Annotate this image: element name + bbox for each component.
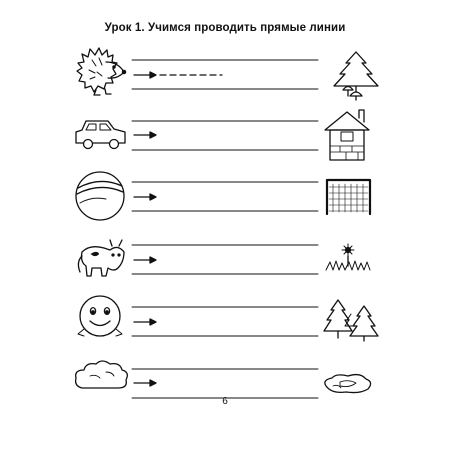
car-icon [76,121,125,149]
page-title: Урок 1. Учимся проводить прямые линии [104,22,346,34]
exercise-row-1 [77,48,378,100]
smiling-bun-icon [78,296,122,336]
fir-trees-icon [324,300,378,341]
exercise-row-3 [76,172,370,220]
exercise-row-4 [78,240,370,276]
guide-arrow [134,319,156,325]
hedgehog-icon [77,48,126,95]
goal-net-icon [327,180,370,214]
exercise-row-6 [76,361,371,398]
cloud-icon [76,361,128,388]
fir-trees-and-mushrooms-icon [334,52,378,100]
house-icon [325,110,369,160]
guide-arrow [134,380,156,386]
puddle-icon [325,375,371,393]
cow-icon [78,240,124,276]
ball-icon [76,172,124,220]
flower-in-grass-icon [326,244,370,270]
guide-arrow [134,72,156,78]
guide-arrow [134,194,156,200]
guide-arrow [134,257,156,263]
exercise-row-5 [78,296,378,341]
page-number: 6 [222,396,228,407]
guide-arrow [134,132,156,138]
exercise-row-2 [76,110,369,160]
